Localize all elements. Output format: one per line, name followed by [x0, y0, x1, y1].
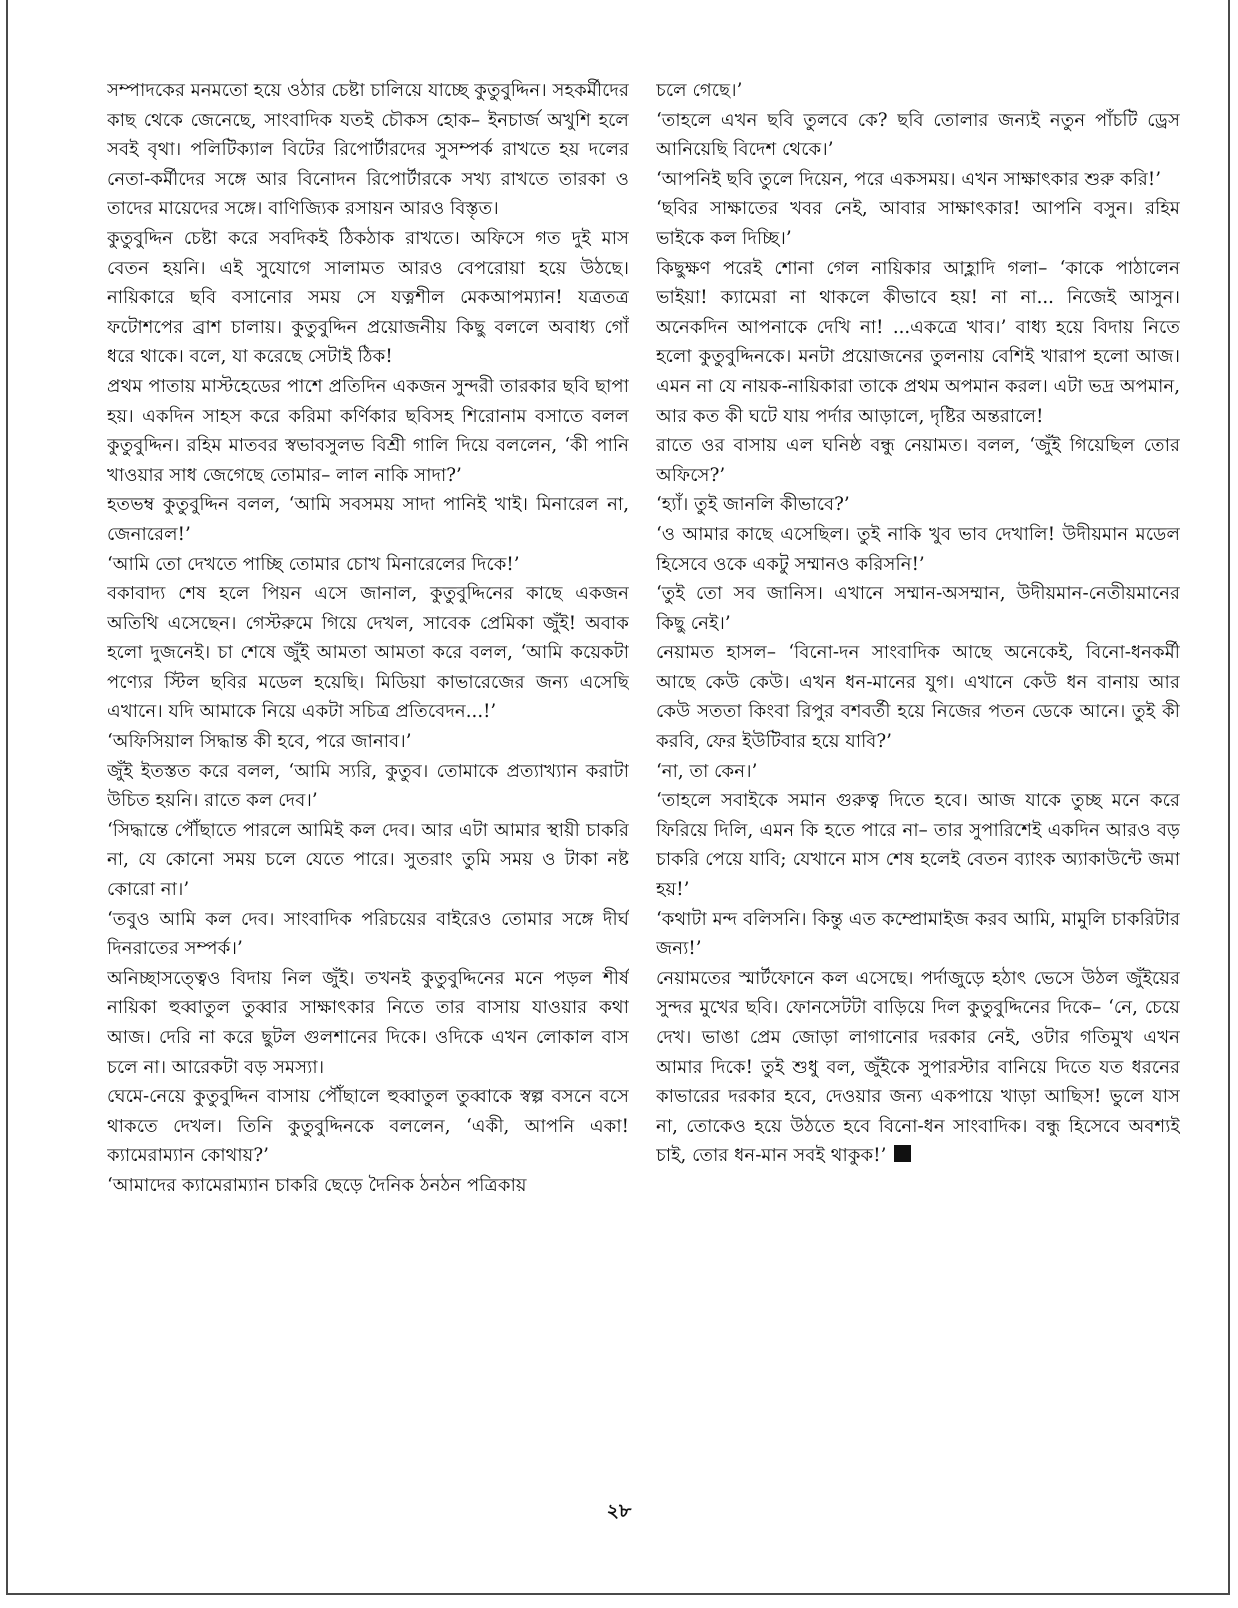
paragraph: ‘ও আমার কাছে এসেছিল। তুই নাকি খুব ভাব দেখালি! উদীয়মান মডেল হিসেবে ওকে একটু সম্মানও করিসনি!’	[656, 523, 1180, 575]
final-paragraph-text: নেয়ামতের স্মার্টফোনে কল এসেছে। পর্দাজুড়ে হঠাৎ ভেসে উঠল জুঁইয়ের সুন্দর মুখের ছবি। ফোনসেটটা বাড়িয়ে দিল কুতুবুদ্দিনের দিকে– ‘নে, চেয়ে দেখ। ভাঙা প্রেম জোড়া লাগানোর দরকার নেই, ওটার গতিমুখ এখন আমার দিকে! তুই শুধু বল, জুঁইকে সুপারস্টার বানিয়ে দিতে যত ধরনের কাভারের দরকার হবে, দেওয়ার জন্য একপায়ে খাড়া আছিস! ভুলে যাস না, তোকেও হয়ে উঠতে হবে বিনো-ধন সাংবাদিক। বন্ধু হিসেবে অবশ্যই চাই, তোর ধন-মান সবই থাকুক!’	[656, 967, 1180, 1167]
final-paragraph	[656, 964, 1180, 1171]
paragraph: রাতে ওর বাসায় এল ঘনিষ্ঠ বন্ধু নেয়ামত। বলল, ‘জুঁই গিয়েছিল তোর অফিসে?’	[656, 435, 1180, 486]
paragraph: নেয়ামত হাসল– ‘বিনো-দন সাংবাদিক আছে অনেকেই, বিনো-ধনকর্মী আছে কেউ কেউ। এখন ধন-মানের যুগ। এখানে কেউ ধন বানায় আর কেউ সততা কিংবা রিপুর বশবর্তী হয়ে নিজের পতন ডেকে আনে। তুই কী করবি, ফের ইউটিবার হয়ে যাবি?’	[656, 642, 1180, 753]
paragraph: ‘না, তা কেন।’	[656, 760, 758, 782]
paragraph: সম্পাদকের মনমতো হয়ে ওঠার চেষ্টা চালিয়ে যাচ্ছে কুতুবুদ্দিন। সহকর্মীদের কাছ থেকে জেনেছে, সাংবাদিক যতই চৌকস হোক– ইনচার্জ অখুশি হলে সবই বৃথা। পলিটিক্যাল বিটের রিপোর্টারদের সুসম্পর্ক রাখতে হয় দলের নেতা-কর্মীদের সঙ্গে আর বিনোদন রিপোর্টারকে সখ্য রাখতে তারকা ও তাদের মায়েদের সঙ্গে। বাণিজ্যিক রসায়ন আরও বিস্তৃত।	[107, 80, 629, 220]
paragraph: ‘আপনিই ছবি তুলে দিয়েন, পরে একসময়। এখন সাক্ষাৎকার শুরু করি!’	[656, 168, 1162, 190]
end-of-story-mark	[894, 1145, 911, 1162]
paragraph: ‘সিদ্ধান্তে পৌঁছাতে পারলে আমিই কল দেব। আর এটা আমার স্থায়ী চাকরি না, যে কোনো সময় চলে যেতে পারে। সুতরাং তুমি সময় ও টাকা নষ্ট কোরো না।’	[107, 819, 629, 901]
paragraph: কিছুক্ষণ পরেই শোনা গেল নায়িকার আহ্লাদি গলা– ‘কাকে পাঠালেন ভাইয়া! ক্যামেরা না থাকলে কীভাবে হয়! না না... নিজেই আসুন। অনেকদিন আপনাকে দেখি না! ...একত্রে খাব।’ বাধ্য হয়ে বিদায় নিতে হলো কুতুবুদ্দিনকে। মনটা প্রয়োজনের তুলনায় বেশিই খারাপ হলো আজ। এমন না যে নায়ক-নায়িকারা তাকে প্রথম অপমান করল। এটা ভদ্র অপমান, আর কত কী ঘটে যায় পর্দার আড়ালে, দৃষ্টির অন্তরালে!	[656, 257, 1180, 427]
paragraph: বকাবাদ্য শেষ হলে পিয়ন এসে জানাল, কুতুবুদ্দিনের কাছে একজন অতিথি এসেছেন। গেস্টরুমে গিয়ে দেখল, সাবেক প্রেমিকা জুঁই! অবাক হলো দুজনেই। চা শেষে জুঁই আমতা আমতা করে বলল, ‘আমি কয়েকটা পণ্যের স্টিল ছবির মডেল হয়েছি। মিডিয়া কাভারেজের জন্য এসেছি এখানে। যদি আমাকে নিয়ে একটা সচিত্র প্রতিবেদন...!’	[107, 583, 629, 723]
paragraph: চলে গেছে।’	[656, 80, 743, 101]
paragraph: হতভম্ব কুতুবুদ্দিন বলল, ‘আমি সবসময় সাদা পানিই খাই। মিনারেল না, জেনারেল!’	[107, 494, 629, 545]
paragraph: প্রথম পাতায় মাস্টহেডের পাশে প্রতিদিন একজন সুন্দরী তারকার ছবি ছাপা হয়। একদিন সাহস করে করিমা কর্ণিকার ছবিসহ শিরোনাম বসাতে বলল কুতুবুদ্দিন। রহিম মাতবর স্বভাবসুলভ বিশ্রী গালি দিয়ে বললেন, ‘কী পানি খাওয়ার সাধ জেগেছে তোমার– লাল নাকি সাদা?’	[107, 375, 629, 486]
page-number: ২৮	[606, 1500, 632, 1522]
paragraph: ‘হ্যাঁ। তুই জানলি কীভাবে?’	[656, 494, 850, 516]
paragraph: ‘অফিসিয়াল সিদ্ধান্ত কী হবে, পরে জানাব।’	[107, 731, 412, 753]
paragraph: ‘ছবির সাক্ষাতের খবর নেই, আবার সাক্ষাৎকার! আপনি বসুন। রহিম ভাইকে কল দিচ্ছি।’	[656, 198, 1180, 249]
left-column	[107, 76, 629, 1476]
paragraph: ‘আমি তো দেখতে পাচ্ছি তোমার চোখ মিনারেলের দিকে!’	[107, 553, 520, 575]
paragraph: কুতুবুদ্দিন চেষ্টা করে সবদিকই ঠিকঠাক রাখতে। অফিসে গত দুই মাস বেতন হয়নি। এই সুযোগে সালামত আরও বেপরোয়া হয়ে উঠছে। নায়িকারে ছবি বসানোর সময় সে যত্নশীল মেকআপম্যান! যত্রতত্র ফটোশপের ব্রাশ চালায়। কুতুবুদ্দিন প্রয়োজনীয় কিছু বললে অবাধ্য গোঁ ধরে থাকে। বলে, যা করেছে সেটাই ঠিক!	[107, 227, 629, 368]
paragraph: ‘আমাদের ক্যামেরাম্যান চাকরি ছেড়ে দৈনিক ঠনঠন পত্রিকায়	[107, 1174, 527, 1196]
paragraph: জুঁই ইতস্তত করে বলল, ‘আমি স্যরি, কুতুব। তোমাকে প্রত্যাখ্যান করাটা উচিত হয়নি। রাতে কল দেব।’	[107, 760, 629, 812]
paragraph: ‘তুই তো সব জানিস। এখানে সম্মান-অসম্মান, উদীয়মান-নেতীয়মানের কিছু নেই।’	[656, 583, 1180, 634]
paragraph: ‘কথাটা মন্দ বলিসনি। কিন্তু এত কম্প্রোমাইজ করব আমি, মামুলি চাকরিটার জন্য!’	[656, 908, 1180, 960]
paragraph: ‘তবুও আমি কল দেব। সাংবাদিক পরিচয়ের বাইরেও তোমার সঙ্গে দীর্ঘ দিনরাতের সম্পর্ক।’	[107, 908, 629, 960]
right-column	[656, 76, 1180, 1476]
paragraph: ‘তাহলে সবাইকে সমান গুরুত্ব দিতে হবে। আজ যাকে তুচ্ছ মনে করে ফিরিয়ে দিলি, এমন কি হতে পারে না– তার সুপারিশেই একদিন আরও বড় চাকরি পেয়ে যাবি; যেখানে মাস শেষ হলেই বেতন ব্যাংক অ্যাকাউন্টে জমা হয়!’	[656, 790, 1180, 901]
paragraph: ‘তাহলে এখন ছবি তুলবে কে? ছবি তোলার জন্যই নতুন পাঁচটি ড্রেস আনিয়েছি বিদেশ থেকে।’	[656, 109, 1180, 161]
paragraph: অনিচ্ছাসত্ত্বেও বিদায় নিল জুঁই। তখনই কুতুবুদ্দিনের মনে পড়ল শীর্ষ নায়িকা হুব্বাতুল তুব্বার সাক্ষাৎকার নিতে তার বাসায় যাওয়ার কথা আজ। দেরি না করে ছুটল গুলশানের দিকে। ওদিকে এখন লোকাল বাস চলে না। আরেকটা বড় সমস্যা।	[107, 967, 629, 1078]
paragraph: ঘেমে-নেয়ে কুতুবুদ্দিন বাসায় পৌঁছালে হুব্বাতুল তুব্বাকে স্বল্প বসনে বসে থাকতে দেখল। তিনি কুতুবুদ্দিনকে বললেন, ‘একী, আপনি একা! ক্যামেরাম্যান কোথায়?’	[107, 1086, 629, 1167]
